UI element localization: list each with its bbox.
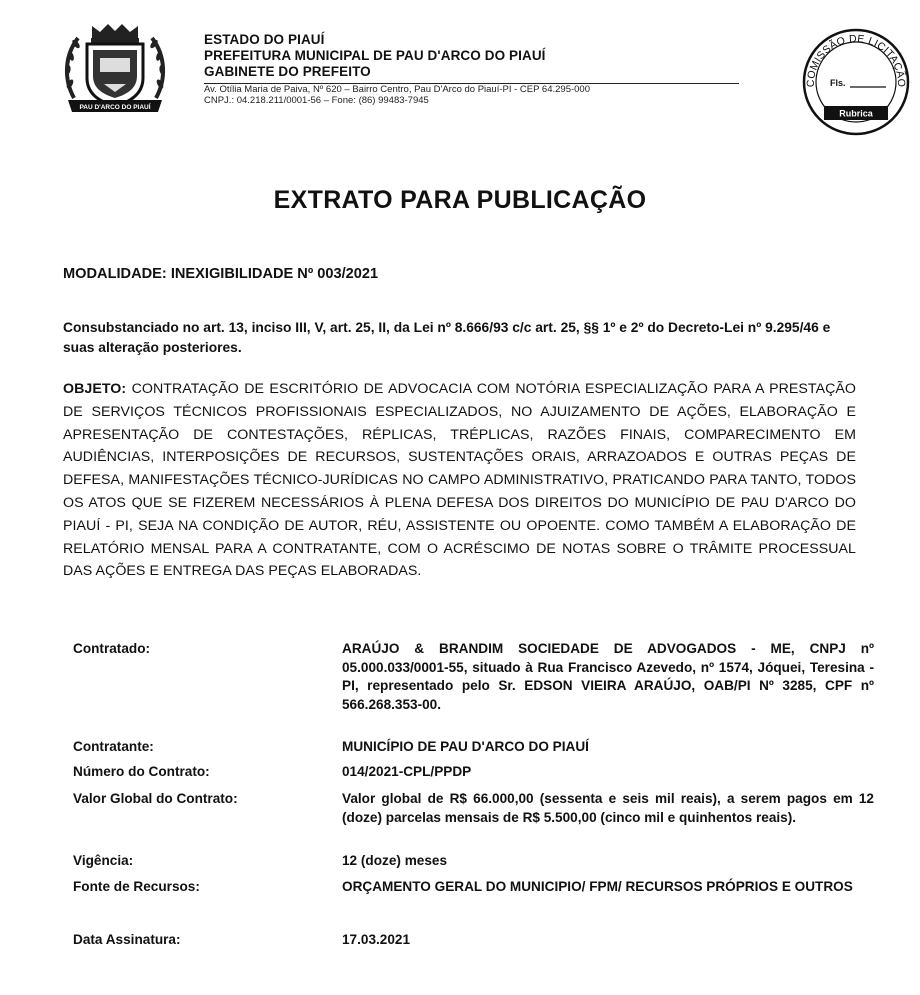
page-title: EXTRATO PARA PUBLICAÇÃO <box>273 186 647 214</box>
stamp-fls-label: Fls. <box>830 78 846 88</box>
detail-label: Contratante: <box>73 739 154 754</box>
detail-label: Valor Global do Contrato: <box>73 791 238 806</box>
legal-basis: Consubstanciado no art. 13, inciso III, V, art. 25, II, da Lei nº 8.666/93 c/c art. 25, §§ 1º e 2º do Decreto-Lei nº 9.295/46 e suas alteração posteriores. <box>63 320 831 355</box>
detail-value: ARAÚJO & BRANDIM SOCIEDADE DE ADVOGADOS - ME, CNPJ nº 05.000.033/0001-55, situado à Rua Francisco Azevedo, nº 1574, Jóquei, Teresina - PI, representado pelo Sr. EDSON VIEIRA ARAÚJO, OAB/PI Nº 3285, CPF nº 566.268.353-00. <box>342 641 874 712</box>
detail-value: ORÇAMENTO GERAL DO MUNICIPIO/ FPM/ RECURSOS PRÓPRIOS E OUTROS <box>342 879 853 894</box>
coat-of-arms-icon <box>60 20 170 120</box>
svg-text:COMISSÃO DE LICITAÇÃO: COMISSÃO DE LICITAÇÃO <box>804 32 908 88</box>
detail-label: Data Assinatura: <box>73 932 181 947</box>
detail-value: MUNICÍPIO DE PAU D'ARCO DO PIAUÍ <box>342 739 589 754</box>
objeto-paragraph <box>63 378 856 583</box>
svg-text:PAU D'ARCO DO PIAUÍ: PAU D'ARCO DO PIAUÍ <box>79 104 151 111</box>
objeto-label: OBJETO: <box>63 381 127 397</box>
detail-label: Contratado: <box>73 641 151 656</box>
prefecture-name: PREFEITURA MUNICIPAL DE PAU D'ARCO DO PIAUÍ <box>204 48 546 63</box>
stamp-rubrica-label: Rubrica <box>839 108 873 119</box>
organization-block <box>204 32 744 106</box>
commission-stamp-icon <box>800 24 912 136</box>
detail-value: 17.03.2021 <box>342 932 411 947</box>
office-name: GABINETE DO PREFEITO <box>204 64 371 79</box>
objeto-text: CONTRATAÇÃO DE ESCRITÓRIO DE ADVOCACIA COM NOTÓRIA ESPECIALIZAÇÃO PARA A PRESTAÇÃO DE SERVIÇOS TÉCNICOS PROFISSIONAIS ESPECIALIZADOS, NO AJUIZAMENTO DE AÇÕES, ELABORAÇÃO E APRESENTAÇÃO DE CONTESTAÇÕES, RÉPLICAS, TRÉPLICAS, RAZÕES FINAIS, COMPARECIMENTO EM AUDIÊNCIAS, INTERPOSIÇÕES DE RECURSOS, SUSTENTAÇÕES ORAIS, ARRAZOADOS E OUTRAS PEÇAS DE DEFESA, MANIFESTAÇÕES TÉCNICO-JURÍDICAS NO CAMPO ADMINISTRATIVO, PRATICANDO PARA TANTO, TODOS OS ATOS QUE SE FIZEREM NECESSÁRIOS À PLENA DEFESA DOS DIREITOS DO MUNICÍPIO DE PAU D'ARCO DO PIAUÍ - PI, SEJA NA CONDIÇÃO DE AUTOR, RÉU, ASSISTENTE OU OPOENTE. COMO TAMBÉM A ELABORAÇÃO DE RELATÓRIO MENSAL PARA A CONTRATANTE, COM O ACRÉSCIMO DE NOTAS SOBRE O TRÂMITE PROCESSUAL DAS AÇÕES E ENTREGA DAS PEÇAS ELABORADAS. <box>63 381 856 580</box>
state-name: ESTADO DO PIAUÍ <box>204 32 325 47</box>
detail-label: Número do Contrato: <box>73 764 210 779</box>
detail-label: Vigência: <box>73 853 134 868</box>
detail-value: Valor global de R$ 66.000,00 (sessenta e seis mil reais), a serem pagos em 12 (doze) parcelas mensais de R$ 5.500,00 (cinco mil e quinhentos reais). <box>342 791 874 825</box>
letterhead <box>60 14 908 124</box>
detail-value: 014/2021-CPL/PPDP <box>342 764 472 779</box>
detail-label: Fonte de Recursos: <box>73 879 200 894</box>
address-line: Av. Otília Maria de Paiva, Nº 620 – Bairro Centro, Pau D'Arco do Piauí-PI - CEP 64.295-000 <box>204 84 591 95</box>
detail-value: 12 (doze) meses <box>342 853 448 868</box>
cnpj-phone-line: CNPJ.: 04.218.211/0001-56 – Fone: (86) 99483-7945 <box>204 95 429 106</box>
modalidade-heading: MODALIDADE: INEXIGIBILIDADE Nº 003/2021 <box>63 266 379 282</box>
